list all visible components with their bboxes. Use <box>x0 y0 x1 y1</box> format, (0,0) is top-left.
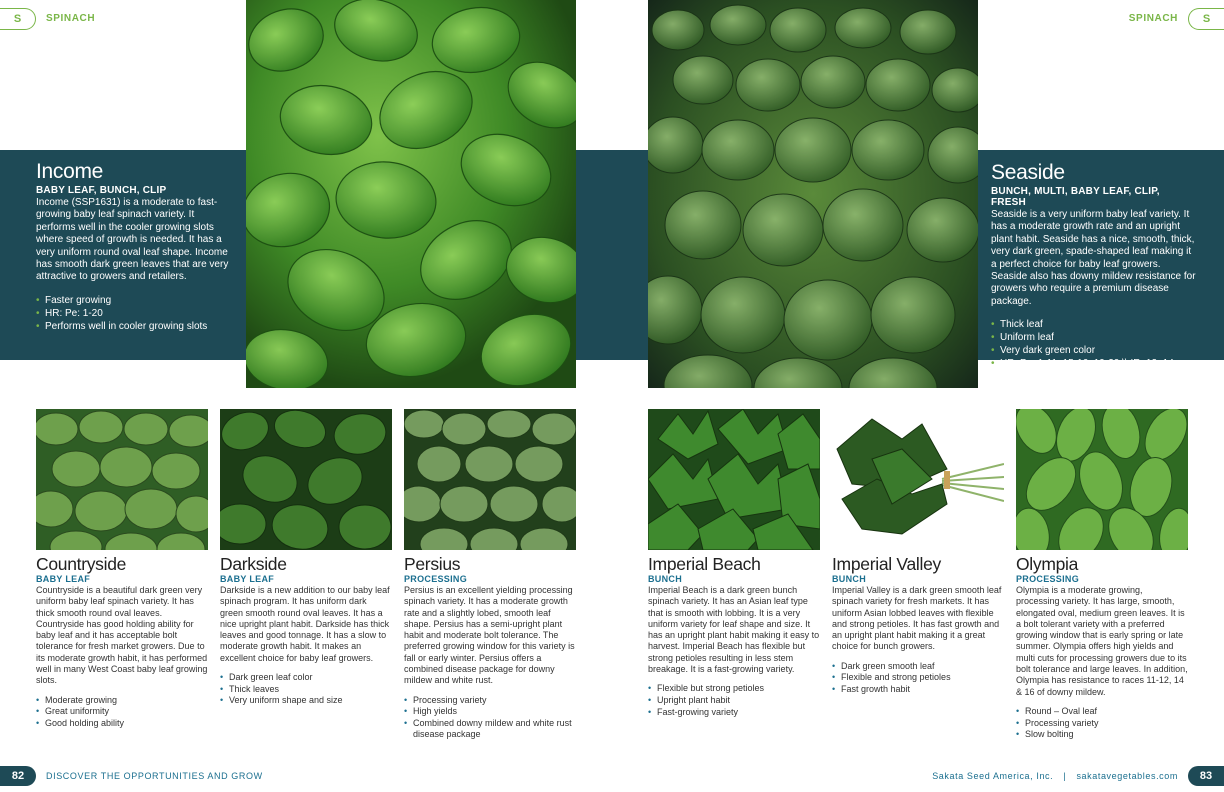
feature-band-center <box>576 150 648 360</box>
variety-card-persius <box>404 409 576 741</box>
feature-item: • Very dark green color <box>991 344 1197 357</box>
feature-title: Income <box>36 160 104 183</box>
variety-features <box>648 683 820 718</box>
variety-type: BABY LEAF <box>220 574 275 584</box>
feature-item: • Uniform leaf <box>991 331 1197 344</box>
feature-list <box>991 318 1197 370</box>
feature-item: • HR: Pe: 1-11, 15-16, 19-20 \\ IR: 12, 14 <box>991 357 1197 370</box>
variety-name: Imperial Beach <box>648 554 761 574</box>
feature-item: • HR: Pe: 1-20 <box>36 307 232 320</box>
variety-description: Imperial Beach is a dark green bunch spinach variety. It has an Asian leaf type that is smooth with lobbing. It is a very uniform variety for leaf shape and size. It has an upright plant habit making it easy to harvest. Imperial Beach has flexible but strong petioles resulting in less stem breakage. It is a fast-growing variety. <box>648 585 820 675</box>
feature-item: • Flexible and strong petioles <box>832 672 1004 684</box>
feature-item: • Very uniform shape and size <box>220 695 392 707</box>
feature-item: • High yields <box>404 706 576 718</box>
footer-credits <box>932 771 1178 781</box>
feature-item: • Dark green smooth leaf <box>832 661 1004 673</box>
feature-item: • Good holding ability <box>36 718 208 730</box>
imperial-valley-photo <box>832 409 1004 550</box>
feature-title: Seaside <box>991 161 1065 184</box>
variety-card-olympia <box>1016 409 1188 741</box>
variety-type: BABY LEAF <box>36 574 91 584</box>
darkside-photo <box>220 409 392 550</box>
variety-name: Countryside <box>36 554 127 574</box>
section-tab-left: S <box>0 8 36 30</box>
feature-item: • Thick leaves <box>220 684 392 696</box>
imperial-beach-photo <box>648 409 820 550</box>
feature-seaside <box>991 161 1197 370</box>
feature-list <box>36 294 232 333</box>
feature-item: • Upright plant habit <box>648 695 820 707</box>
variety-features <box>404 695 576 741</box>
footer-separator: | <box>1063 771 1067 781</box>
feature-types: BUNCH, MULTI, BABY LEAF, CLIP, FRESH <box>991 186 1160 208</box>
variety-type: BUNCH <box>832 574 866 584</box>
variety-features <box>1016 706 1188 741</box>
feature-item: • Thick leaf <box>991 318 1197 331</box>
countryside-photo <box>36 409 208 550</box>
variety-name: Olympia <box>1016 554 1079 574</box>
variety-description: Countryside is a beautiful dark green very uniform baby leaf spinach variety. It has thick smooth round oval leaves. Countryside has good holding ability for baby leaf and it has acceptable bolt tolerance for fresh market growers. Due to its moderate growth habit, it has performed well in many West Coast baby leaf growing slots. <box>36 585 208 686</box>
feature-item: • Faster growing <box>36 294 232 307</box>
feature-item: • Processing variety <box>1016 718 1188 730</box>
page-number-left: 82 <box>0 766 36 786</box>
persius-photo <box>404 409 576 550</box>
variety-type: PROCESSING <box>404 574 468 584</box>
section-label-left: SPINACH <box>46 13 96 24</box>
feature-item: • Round – Oval leaf <box>1016 706 1188 718</box>
variety-features <box>220 672 392 707</box>
feature-item: • Fast-growing variety <box>648 707 820 719</box>
variety-description: Imperial Valley is a dark green smooth leaf spinach variety for fresh markets. It has uniform Asian lobbed leaves with flexible and strong petioles. It has fast growth and an upright plant habit making it a great choice for bunch growers. <box>832 585 1002 652</box>
feature-income <box>36 160 232 333</box>
income-spinach-photo <box>246 0 576 388</box>
feature-item: • Processing variety <box>404 695 576 707</box>
feature-item: • Slow bolting <box>1016 729 1188 741</box>
feature-item: • Combined downy mildew and white rust disease package <box>404 718 576 741</box>
section-tab-right: S <box>1188 8 1224 30</box>
variety-card-countryside <box>36 409 208 729</box>
page-number-right: 83 <box>1188 766 1224 786</box>
variety-card-imperial-valley <box>832 409 1004 696</box>
variety-type: BUNCH <box>648 574 682 584</box>
feature-item: • Fast growth habit <box>832 684 1004 696</box>
feature-item: • Moderate growing <box>36 695 208 707</box>
variety-description: Darkside is a new addition to our baby leaf spinach program. It has uniform dark green smooth round oval leaves. It has a nice upright plant habit. Darkside has thick leaves and good tonnage. It has a slow to moderate growth habit. It makes an excellent choice for baby leaf growers. <box>220 585 390 663</box>
feature-item: • Performs well in cooler growing slots <box>36 320 232 333</box>
variety-name: Imperial Valley <box>832 554 941 574</box>
feature-item: • Flexible but strong petioles <box>648 683 820 695</box>
footer-tagline: DISCOVER THE OPPORTUNITIES AND GROW <box>46 771 263 781</box>
footer-website-link[interactable]: sakatavegetables.com <box>1076 771 1178 781</box>
variety-description: Persius is an excellent yielding processing spinach variety. It has a moderate growth rate and a slightly lobed, smooth leaf shape. Persius has a semi-upright plant habit and moderate bolt tolerance. The preferred growing window for this variety is fall or early winter. Persius offers a combined disease package for downy mildew and white rust. <box>404 585 575 686</box>
variety-features <box>36 695 208 730</box>
variety-name: Darkside <box>220 554 287 574</box>
variety-card-imperial-beach <box>648 409 820 718</box>
section-label-right: SPINACH <box>1128 13 1178 24</box>
feature-item: • Dark green leaf color <box>220 672 392 684</box>
variety-type: PROCESSING <box>1016 574 1080 584</box>
variety-features <box>832 661 1004 696</box>
variety-name: Persius <box>404 554 461 574</box>
seaside-spinach-photo <box>648 0 978 388</box>
feature-types: BABY LEAF, BUNCH, CLIP <box>36 185 167 196</box>
variety-description: Olympia is a moderate growing, processing variety. It has large, smooth, elongated oval, medium green leaves. It is a bolt tolerant variety with a preferred growing window that is early spring or late summer. Olympia offers high yields and multi cuts for processing growers due to its bolt tolerance and large leaves. In addition, Olympia has resistance to races 11-12, 14 & 16 of downy mildew. <box>1016 585 1188 697</box>
variety-card-darkside <box>220 409 392 707</box>
feature-description: Seaside is a very uniform baby leaf variety. It has a moderate growth rate and an upright plant habit. Seaside has a nice, smooth, thick, very dark green, spade-shaped leaf making it a perfect choice for baby leaf growers. Seaside also has downy mildew resistance for growers who require a premium disease package. <box>991 209 1196 307</box>
feature-item: • Great uniformity <box>36 706 208 718</box>
footer-company: Sakata Seed America, Inc. <box>932 771 1054 781</box>
feature-description: Income (SSP1631) is a moderate to fast-growing baby leaf spinach variety. It performs well in the cooler growing slots where speed of growth is needed. It has a very uniform round oval leaf shape. Income has smooth dark green leaves that are very attractive to growers and retailers. <box>36 197 229 283</box>
olympia-photo <box>1016 409 1188 550</box>
